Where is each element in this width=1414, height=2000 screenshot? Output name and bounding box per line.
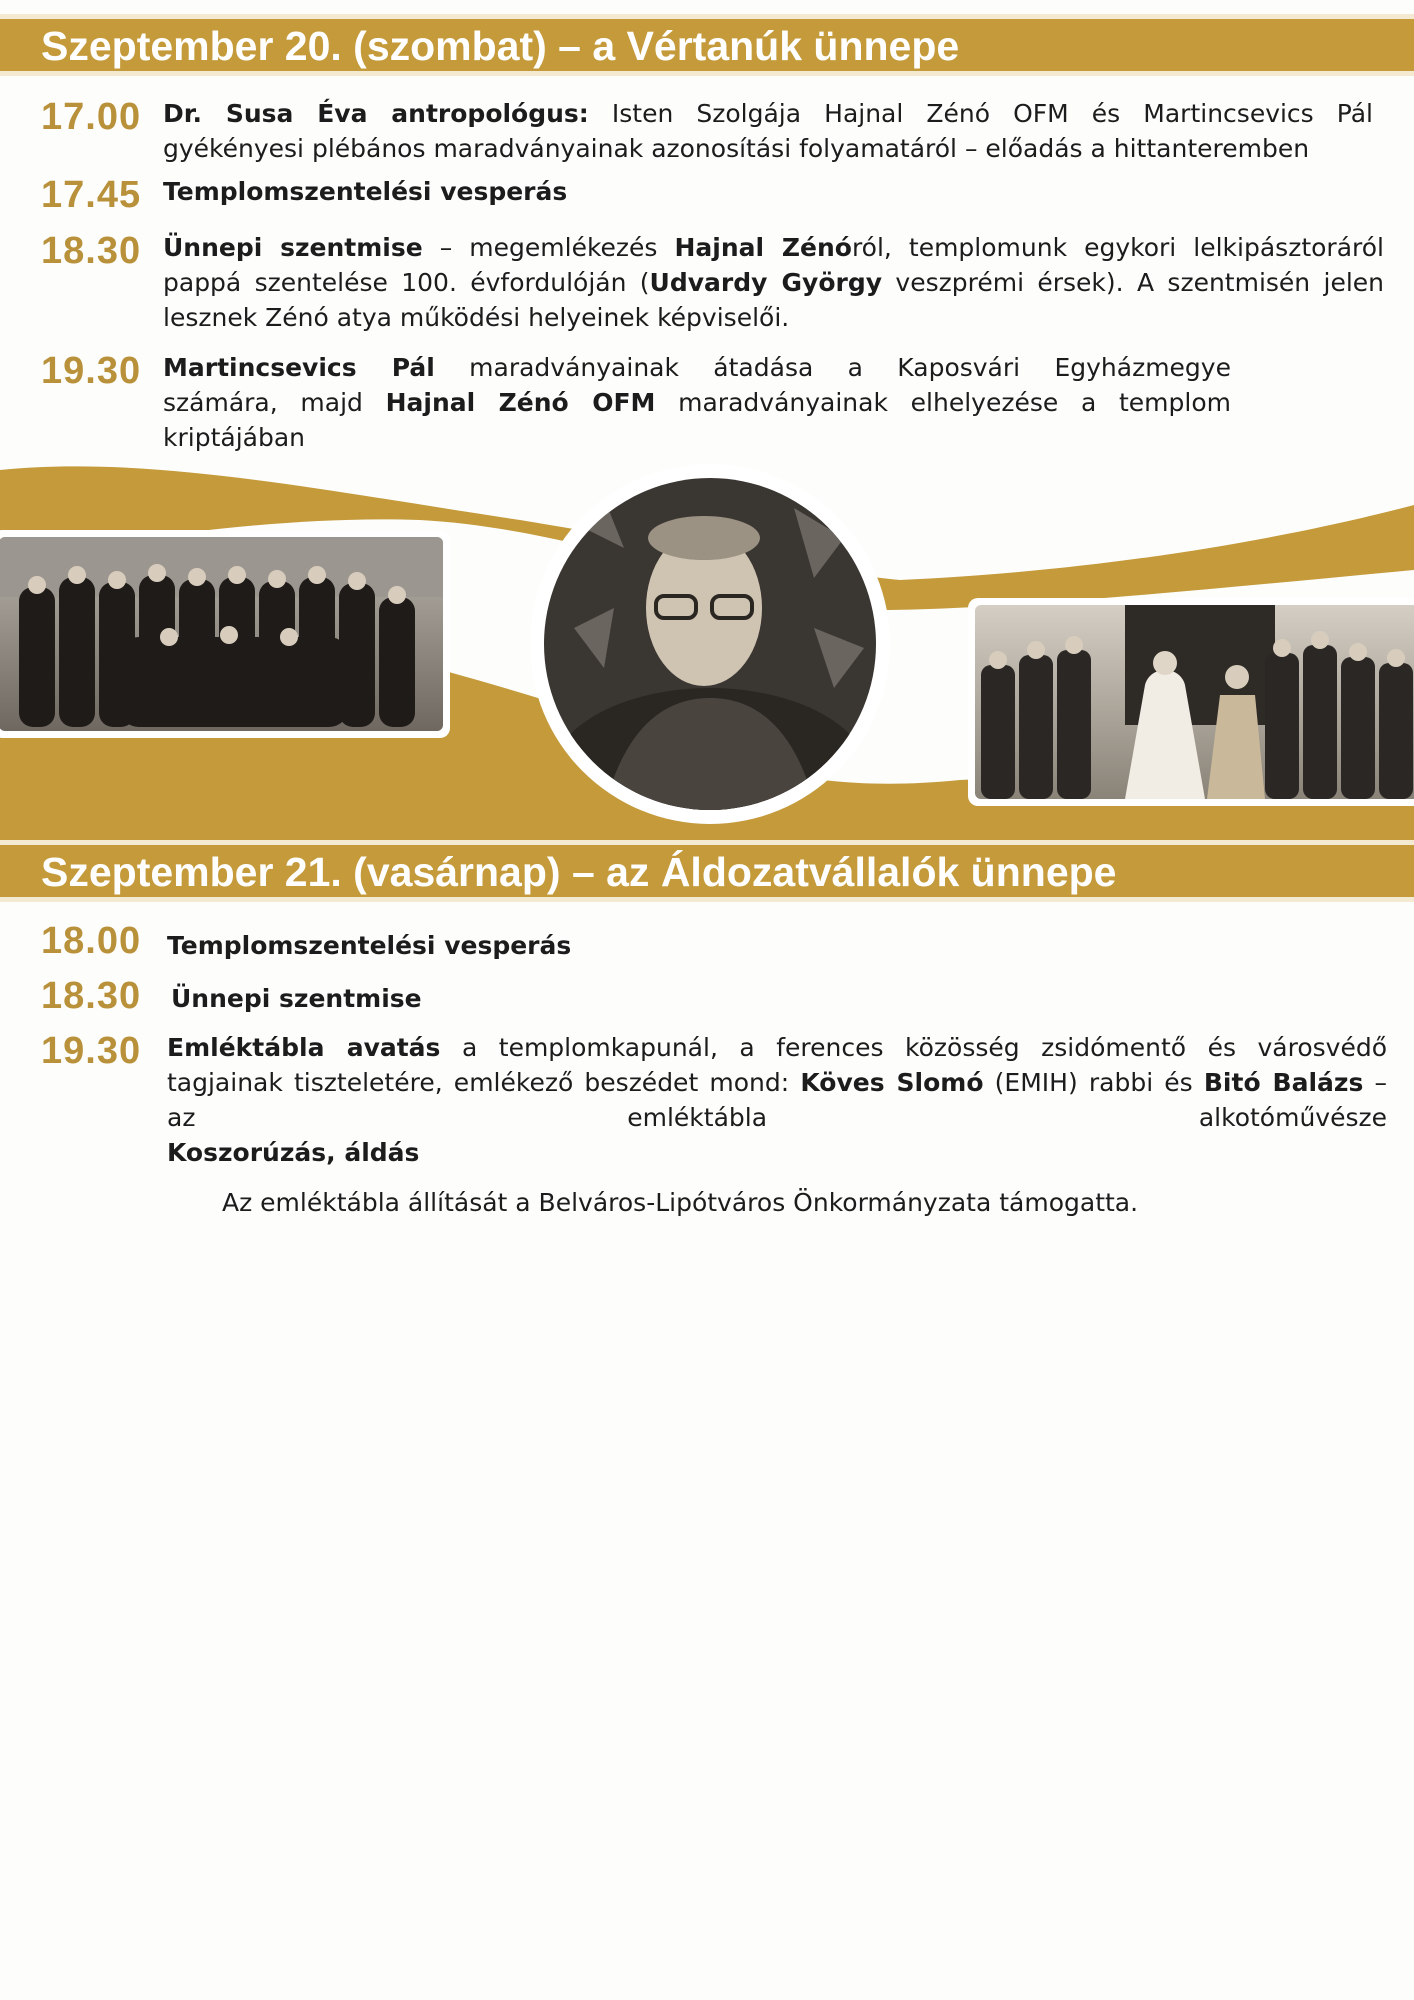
bold-run: Udvardy György bbox=[649, 268, 883, 297]
wedding-photo-image bbox=[975, 605, 1414, 799]
text-run: maradványainak átadása a Kaposvári Egyházmegye bbox=[434, 353, 1231, 382]
text-line bbox=[167, 1065, 1387, 1100]
text-line bbox=[163, 230, 1384, 265]
bold-run: Ünnepi szentmise bbox=[171, 984, 422, 1013]
bold-run: Dr. Susa Éva antropológus: bbox=[163, 99, 589, 128]
text-run: maradványainak elhelyezése a templom bbox=[655, 388, 1231, 417]
bold-run: Templomszentelési vesperás bbox=[163, 177, 568, 206]
event-time: 18.30 bbox=[41, 230, 142, 272]
day2-header bbox=[0, 840, 1414, 902]
bold-run: Bitó Balázs bbox=[1203, 1068, 1364, 1097]
event-text bbox=[163, 174, 1373, 209]
bold-run: Martincsevics Pál bbox=[163, 353, 435, 382]
text-run: a templomkapunál, a ferences közösség zsidómentő és városvédő bbox=[440, 1033, 1387, 1062]
bold-run: Hajnal Zénó bbox=[674, 233, 852, 262]
event-text bbox=[163, 350, 1231, 455]
event-text bbox=[167, 1030, 1387, 1170]
bold-run: Ünnepi szentmise bbox=[163, 233, 423, 262]
text-line bbox=[163, 174, 1373, 209]
day1-title: Szeptember 20. (szombat) – a Vértanúk ünnepe bbox=[41, 23, 960, 69]
day2-title: Szeptember 21. (vasárnap) – az Áldozatvállalók ünnepe bbox=[41, 849, 1117, 895]
bold-run: Köves Slomó bbox=[800, 1068, 984, 1097]
text-run: tagjainak tiszteletére, emlékező beszédet mond: bbox=[167, 1068, 801, 1097]
wedding-photo bbox=[968, 598, 1414, 806]
text-line bbox=[167, 1030, 1387, 1065]
text-run: kriptájában bbox=[163, 423, 305, 452]
text-line bbox=[163, 96, 1373, 131]
text-run: veszprémi érsek). A szentmisén jelen bbox=[882, 268, 1384, 297]
text-line bbox=[163, 265, 1384, 300]
text-line bbox=[171, 981, 1371, 1016]
portrait-photo bbox=[530, 464, 890, 824]
portrait-photo-image bbox=[544, 478, 876, 810]
text-run: lesznek Zénó atya működési helyeinek képviselői. bbox=[163, 303, 790, 332]
text-run: az emléktábla alkotóművésze bbox=[167, 1103, 1387, 1132]
event-time: 19.30 bbox=[41, 1030, 142, 1072]
text-line bbox=[163, 350, 1231, 385]
text-run: – megemlékezés bbox=[422, 233, 675, 262]
text-run: ról, templomunk egykori lelkipásztoráról bbox=[851, 233, 1384, 262]
event-text bbox=[167, 928, 1367, 963]
text-line bbox=[163, 300, 1384, 335]
bold-run: Hajnal Zénó OFM bbox=[385, 388, 656, 417]
bold-run: Templomszentelési vesperás bbox=[167, 931, 572, 960]
bold-run: Emléktábla avatás bbox=[167, 1033, 441, 1062]
group-photo-image bbox=[0, 537, 443, 731]
text-line bbox=[163, 131, 1373, 166]
text-line bbox=[167, 1100, 1387, 1135]
text-run: – bbox=[1363, 1068, 1388, 1097]
text-line bbox=[163, 420, 1231, 455]
event-text bbox=[163, 96, 1373, 166]
text-line bbox=[167, 1135, 1387, 1170]
event-time: 17.00 bbox=[41, 96, 142, 138]
text-run: (EMIH) rabbi és bbox=[983, 1068, 1204, 1097]
event-text bbox=[171, 981, 1371, 1016]
event-time: 18.00 bbox=[41, 920, 142, 962]
day1-header bbox=[0, 14, 1414, 76]
support-note: Az emléktábla állítását a Belváros-Lipótváros Önkormányzata támogatta. bbox=[222, 1188, 1139, 1217]
event-time: 19.30 bbox=[41, 350, 142, 392]
text-run: pappá szentelése 100. évfordulóján ( bbox=[163, 268, 650, 297]
text-line bbox=[167, 928, 1367, 963]
text-line bbox=[163, 385, 1231, 420]
event-time: 18.30 bbox=[41, 975, 142, 1017]
text-run: Isten Szolgája Hajnal Zénó OFM és Martincsevics Pál bbox=[588, 99, 1373, 128]
bold-run: Koszorúzás, áldás bbox=[167, 1138, 420, 1167]
text-run: számára, majd bbox=[163, 388, 386, 417]
event-text bbox=[163, 230, 1384, 335]
event-time: 17.45 bbox=[41, 174, 142, 216]
group-photo bbox=[0, 530, 450, 738]
text-run: gyékényesi plébános maradványainak azonosítási folyamatáról – előadás a hittanteremben bbox=[163, 134, 1310, 163]
